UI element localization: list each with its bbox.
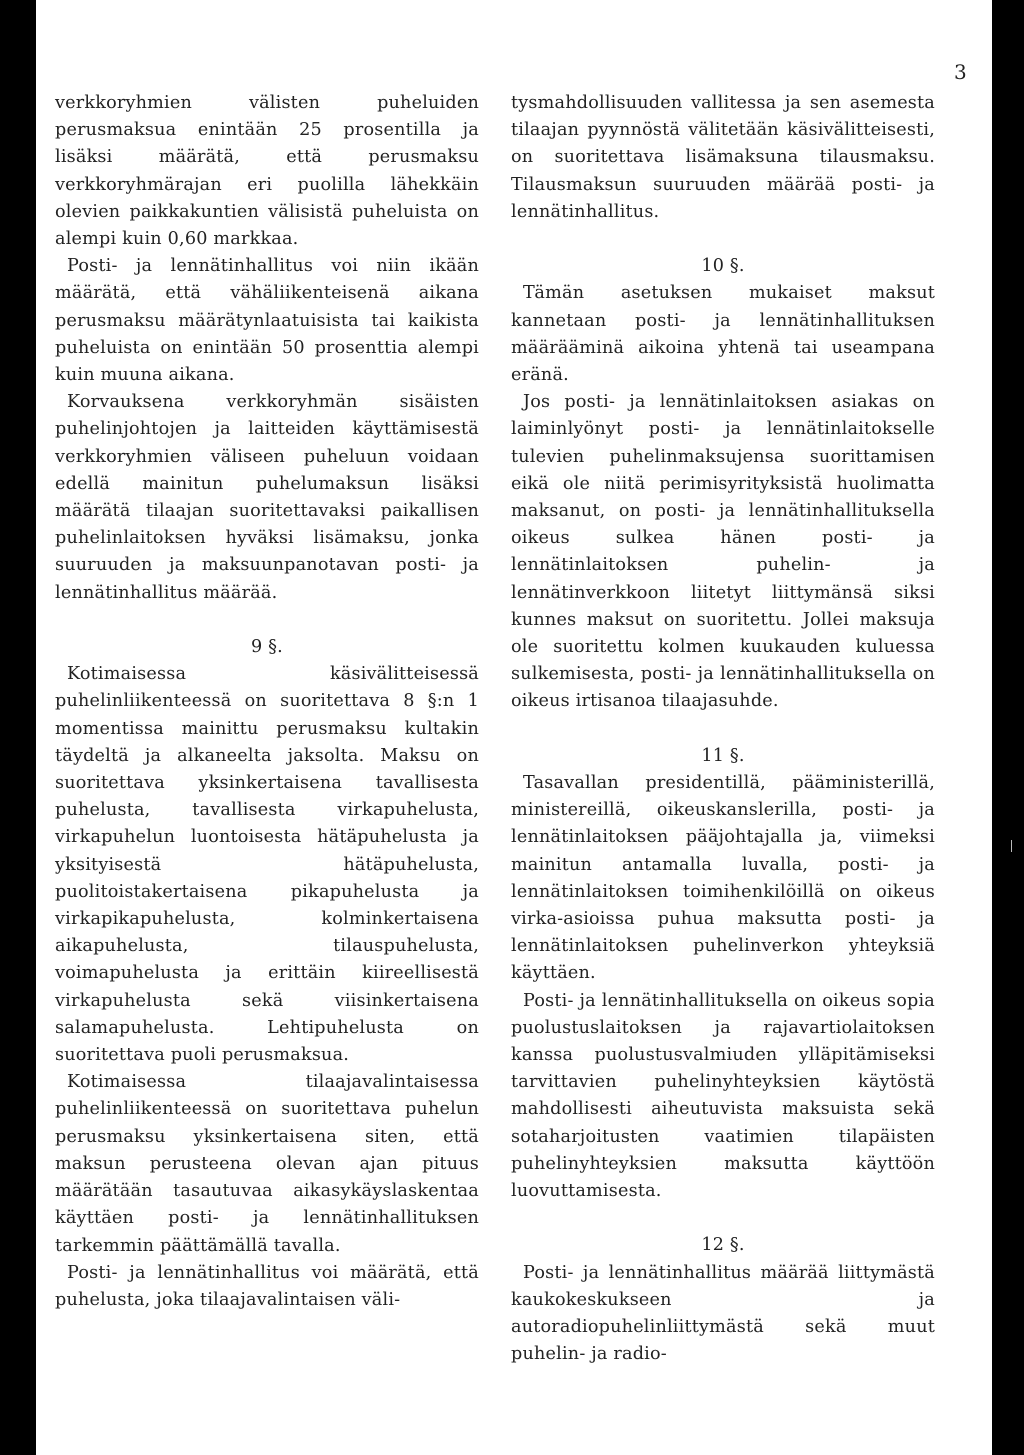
spacer [511, 716, 935, 743]
spacer [511, 1205, 935, 1232]
paragraph: Kotimaisessa tilaajavalintaisessa puhelinliikenteessä on suoritettava puhelun perusmaksu yksinkertaisena siten, että maksun perusteena olevan ajan pituus määrätään tasautuvaa aikasykäyslaskentaa käyttäen posti- ja lennätinhallituksen tarkemmin päättämällä tavalla. [55, 1072, 479, 1256]
paragraph: Posti- ja lennätinhallitus määrää liittymästä kaukokeskukseen ja autoradiopuhelinliittymästä sekä muut puhelin- ja radio- [511, 1262, 935, 1365]
section-heading-9: 9 §. [251, 637, 283, 658]
margin-mark [1011, 840, 1012, 852]
section-heading-10: 10 §. [701, 256, 745, 277]
spacer [511, 226, 935, 253]
right-column [511, 90, 935, 1368]
page-number: 3 [954, 60, 967, 84]
paragraph: Posti- ja lennätinhallitus voi määrätä, että puhelusta, joka tilaajavalintaisen väli- [55, 1262, 479, 1310]
paragraph: verkkoryhmien välisten puheluiden perusmaksua enintään 25 prosentilla ja lisäksi määrätä, että perusmaksu verkkoryhmärajan eri puolilla lähekkäin olevien paikkakuntien välisistä puheluista on alempi kuin 0,60 markkaa. [55, 93, 479, 250]
spacer [55, 607, 479, 634]
paragraph: tysmahdollisuuden vallitessa ja sen asemesta tilaajan pyynnöstä välitetään käsivälitteisesti, on suoritettava lisämaksuna tilausmaksu. Tilausmaksun suuruuden määrää posti- ja lennätinhallitus. [511, 93, 935, 222]
section-heading-12: 12 §. [701, 1235, 745, 1256]
section-heading-11: 11 §. [701, 745, 745, 766]
paragraph: Kotimaisessa käsivälitteisessä puhelinliikenteessä on suoritettava 8 §:n 1 momentissa mainittu perusmaksu kultakin täydeltä ja alkaneelta jaksolta. Maksu on suoritettava yksinkertaisena tavallisesta puhelusta, tavallisesta virkapuhelusta, virkapuhelun luontoisesta hätäpuhelusta ja yksityisestä hätäpuhelusta, puolitoistakertaisena pikapuhelusta ja virkapikapuhelusta, kolminkertaisena aikapuhelusta, tilauspuhelusta, voimapuhelusta ja erittäin kiireellisestä virkapuhelusta sekä viisinkertaisena salamapuhelusta. Lehtipuhelusta on suoritettava puoli perusmaksua. [55, 664, 479, 1066]
paragraph: Jos posti- ja lennätinlaitoksen asiakas on laiminlyönyt posti- ja lennätinlaitokselle tulevien puhelinmaksujensa suorittamisen eikä ole niitä perimisyrityksistä huolimatta maksanut, on posti- ja lennätinhallituksella oikeus sulkea hänen posti- ja lennätinlaitoksen puhelin- ja lennätinverkkoon liitetyt liittymänsä siksi kunnes maksut on suoritettu. Jollei maksuja ole suoritettu kolmen kuukauden kuluessa sulkemisesta, posti- ja lennätinhallituksella on oikeus irtisanoa tilaajasuhde. [511, 392, 935, 712]
document-page [36, 0, 992, 1455]
paragraph: Tämän asetuksen mukaiset maksut kannetaan posti- ja lennätinhallituksen määrääminä aikoina yhtenä tai useampana eränä. [511, 283, 935, 385]
left-column [55, 90, 479, 1314]
paragraph: Posti- ja lennätinhallituksella on oikeus sopia puolustuslaitoksen ja rajavartiolaitoksen kanssa puolustusvalmiuden ylläpitämiseksi tarvittavien puhelinyhteyksien käytöstä mahdollisesti aiheutuvista maksuista sekä sotaharjoitusten vaatimien tilapäisten puhelinyhteyksien maksutta käyttöön luovuttamisesta. [511, 990, 935, 1202]
paragraph: Korvauksena verkkoryhmän sisäisten puhelinjohtojen ja laitteiden käyttämisestä verkkoryhmien väliseen puheluun voidaan edellä mainitun puhelumaksun lisäksi määrätä tilaajan suoritettavaksi paikallisen puhelinlaitoksen hyväksi lisämaksu, jonka suuruuden ja maksuunpanotavan posti- ja lennätinhallitus määrää. [55, 392, 479, 603]
paragraph: Posti- ja lennätinhallitus voi niin ikään määrätä, että vähäliikenteisenä aikana perusmaksu määrätynlaatuisista tai kaikista puheluista on enintään 50 prosenttia alempi kuin muuna aikana. [55, 256, 479, 386]
paragraph: Tasavallan presidentillä, pääministerillä, ministereillä, oikeuskanslerilla, posti- ja lennätinlaitoksen pääjohtajalla ja, viimeksi mainitun antamalla luvalla, posti- ja lennätinlaitoksen toimihenkilöillä on oikeus virka-asioissa puhua maksutta posti- ja lennätinlaitoksen puhelinverkon yhteyksiä käyttäen. [511, 773, 935, 984]
